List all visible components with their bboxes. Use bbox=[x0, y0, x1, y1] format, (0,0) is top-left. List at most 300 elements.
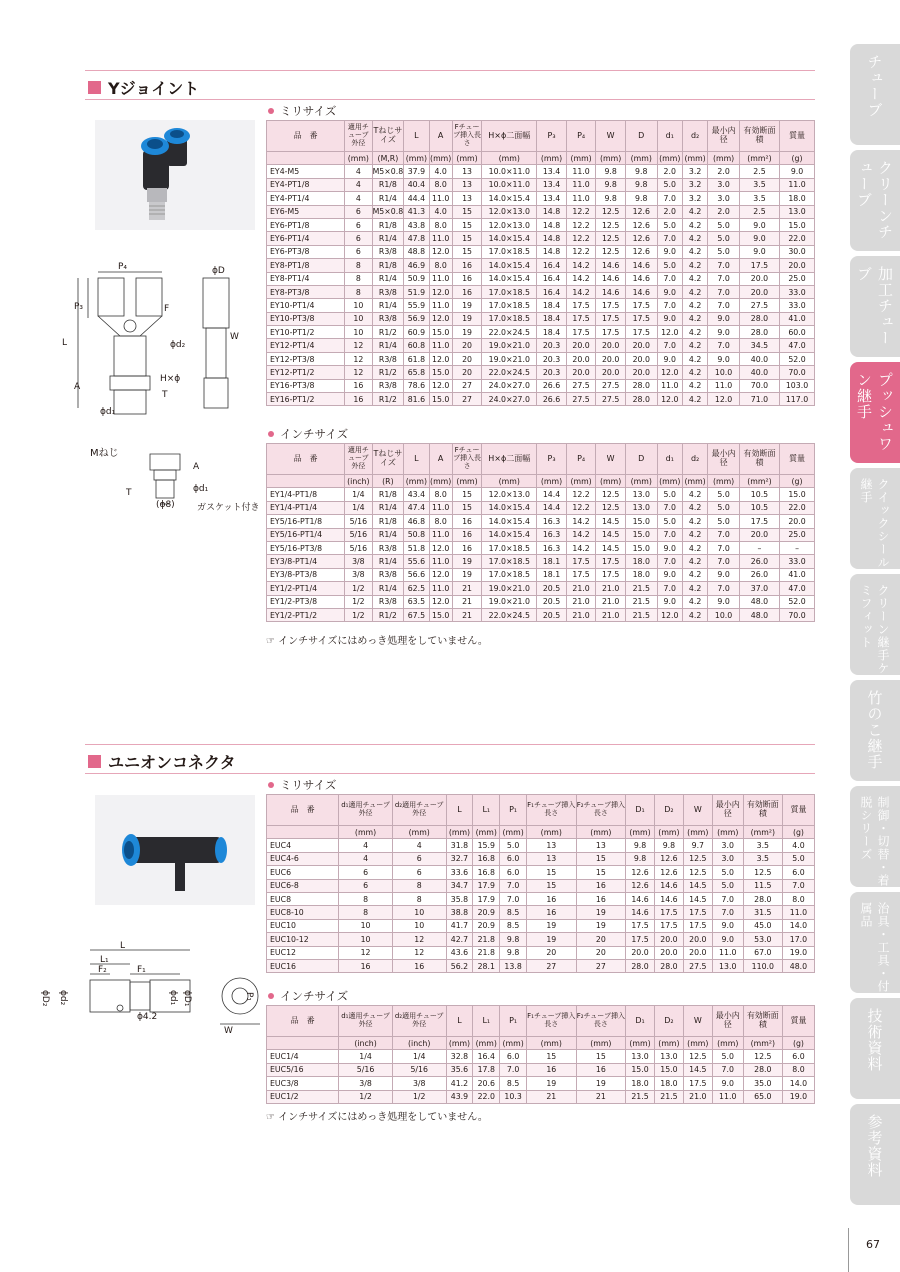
page-number: 67 bbox=[866, 1238, 880, 1251]
label-m-phi8: (ϕ8) bbox=[156, 500, 175, 510]
column-header: 最小内径 bbox=[712, 795, 743, 826]
tab-0[interactable] bbox=[850, 44, 900, 145]
table-cell: 12.0 bbox=[429, 568, 452, 581]
table-row bbox=[267, 608, 815, 621]
table-cell: 14.6 bbox=[626, 906, 655, 919]
table-cell: 14.5 bbox=[596, 515, 626, 528]
table-cell: 24.0×27.0 bbox=[482, 379, 537, 392]
table-cell: R1/4 bbox=[372, 528, 404, 541]
table-cell: 43.8 bbox=[404, 218, 429, 231]
table-cell: 8.5 bbox=[500, 906, 527, 919]
table-cell: 20.3 bbox=[537, 352, 567, 365]
tab-3[interactable] bbox=[850, 362, 900, 463]
table-cell: 14.0×15.4 bbox=[482, 501, 537, 514]
table-row bbox=[267, 501, 815, 514]
table-cell: 40.4 bbox=[404, 178, 429, 191]
column-header: 最小内径 bbox=[708, 444, 740, 475]
table-cell: 14.6 bbox=[654, 892, 683, 905]
table-cell: 19.0×21.0 bbox=[482, 352, 537, 365]
table-cell: 7.0 bbox=[708, 528, 740, 541]
table-cell: 5.0 bbox=[657, 218, 682, 231]
subhead-mm-y bbox=[268, 103, 336, 119]
table-cell: 15.0 bbox=[654, 1063, 683, 1076]
table-cell: 22.0×24.5 bbox=[482, 366, 537, 379]
table-cell: 10.5 bbox=[739, 488, 779, 501]
table-cell: 20.0 bbox=[739, 528, 779, 541]
part-number-cell: EY5/16-PT1/8 bbox=[267, 515, 345, 528]
column-header: Fチューブ挿入長さ bbox=[452, 444, 482, 475]
table-cell: 3.5 bbox=[743, 839, 782, 852]
table-cell: 48.0 bbox=[739, 608, 779, 621]
table-cell: 7.0 bbox=[657, 299, 682, 312]
table-cell: 13.0 bbox=[712, 959, 743, 972]
table-cell: 5.0 bbox=[712, 879, 743, 892]
table-row bbox=[267, 339, 815, 352]
table-cell: 16 bbox=[345, 393, 372, 406]
table-cell: 4.2 bbox=[682, 555, 707, 568]
table-cell: 6.0 bbox=[782, 866, 814, 879]
table-cell: 6 bbox=[345, 205, 372, 218]
tab-5[interactable] bbox=[850, 574, 900, 675]
table-cell: R3/8 bbox=[372, 541, 404, 554]
table-cell: 4.2 bbox=[682, 595, 707, 608]
tab-10[interactable] bbox=[850, 1104, 900, 1205]
table-cell: 14.6 bbox=[626, 892, 655, 905]
table-cell: 10 bbox=[345, 326, 372, 339]
table-cell: 7.0 bbox=[708, 285, 740, 298]
table-cell: 8 bbox=[339, 892, 393, 905]
label-hxphi: H×ϕ bbox=[160, 374, 181, 384]
unit-cell: (mm) bbox=[429, 152, 452, 165]
table-cell: 13.8 bbox=[500, 959, 527, 972]
table-cell: 20 bbox=[576, 946, 626, 959]
table-cell: R3/8 bbox=[372, 352, 404, 365]
part-number-cell: EY8-PT1/8 bbox=[267, 259, 345, 272]
union-inch-table bbox=[266, 1005, 815, 1104]
tab-label: チューブ bbox=[865, 54, 884, 118]
unit-cell: (mm) bbox=[392, 826, 446, 839]
column-header: d₁適用チューブ外径 bbox=[339, 1006, 393, 1037]
section-title-y-joint bbox=[88, 76, 199, 99]
table-cell: 28.0 bbox=[625, 393, 657, 406]
table-cell: 15.0 bbox=[429, 326, 452, 339]
table-cell: 4.2 bbox=[682, 245, 707, 258]
table-cell: 12.2 bbox=[566, 488, 596, 501]
table-cell: 20.0 bbox=[625, 352, 657, 365]
table-cell: 11.0 bbox=[429, 192, 452, 205]
table-row bbox=[267, 919, 815, 932]
label-u-phi-d2: ϕd₂ bbox=[58, 990, 68, 1006]
table-cell: 3.0 bbox=[712, 852, 743, 865]
table-cell: 20.0 bbox=[625, 366, 657, 379]
table-row bbox=[267, 515, 815, 528]
table-cell: 9.0 bbox=[708, 312, 740, 325]
label-m-a: A bbox=[193, 462, 200, 472]
table-cell: 28.0 bbox=[743, 1063, 782, 1076]
unit-cell bbox=[267, 826, 339, 839]
table-cell: 21 bbox=[527, 1090, 577, 1103]
section-title-union bbox=[88, 750, 236, 773]
table-cell: 28.0 bbox=[625, 379, 657, 392]
table-cell: 4.2 bbox=[682, 501, 707, 514]
table-cell: 10 bbox=[339, 919, 393, 932]
table-row bbox=[267, 946, 815, 959]
table-cell: 13 bbox=[527, 839, 577, 852]
table-cell: 20.0 bbox=[626, 946, 655, 959]
table-cell: 42.7 bbox=[446, 933, 473, 946]
label-m-phi-d1: ϕd₁ bbox=[193, 484, 209, 494]
table-cell: 15 bbox=[452, 488, 482, 501]
table-row bbox=[267, 595, 815, 608]
table-cell: 4.2 bbox=[682, 205, 707, 218]
table-cell: 33.0 bbox=[780, 555, 815, 568]
unit-cell: (mm) bbox=[576, 826, 626, 839]
unit-cell: (mm²) bbox=[743, 1037, 782, 1050]
table-cell: 9.0 bbox=[739, 218, 779, 231]
table-cell: 10.0 bbox=[708, 366, 740, 379]
table-cell: 4.2 bbox=[682, 568, 707, 581]
table-cell: 27.5 bbox=[683, 959, 712, 972]
table-cell: 12 bbox=[392, 933, 446, 946]
table-cell: 26.6 bbox=[537, 379, 567, 392]
tab-7[interactable] bbox=[850, 786, 900, 887]
table-cell: 12.2 bbox=[566, 245, 596, 258]
part-number-cell: EY16-PT3/8 bbox=[267, 379, 345, 392]
table-cell: 11.0 bbox=[566, 165, 596, 178]
table-cell: 3.0 bbox=[708, 192, 740, 205]
part-number-cell: EUC6 bbox=[267, 866, 339, 879]
table-cell: 4.2 bbox=[682, 326, 707, 339]
table-cell: 6 bbox=[345, 218, 372, 231]
column-header: 有効断面積 bbox=[743, 795, 782, 826]
table-cell: 22.0 bbox=[473, 1090, 500, 1103]
table-cell: R1/2 bbox=[372, 366, 404, 379]
part-number-cell: EY8-PT1/4 bbox=[267, 272, 345, 285]
table-cell: 5.0 bbox=[708, 232, 740, 245]
table-cell: 19 bbox=[452, 568, 482, 581]
table-cell: 12.0×13.0 bbox=[482, 488, 537, 501]
table-row bbox=[267, 165, 815, 178]
table-cell: 40.0 bbox=[739, 352, 779, 365]
table-cell: 9.0 bbox=[657, 312, 682, 325]
table-cell: 8 bbox=[339, 906, 393, 919]
table-cell: 4.2 bbox=[682, 366, 707, 379]
table-cell: 16 bbox=[339, 959, 393, 972]
table-cell: R1/4 bbox=[372, 555, 404, 568]
table-cell: 5.0 bbox=[657, 488, 682, 501]
table-cell: 19.0 bbox=[782, 1090, 814, 1103]
part-number-cell: EUC3/8 bbox=[267, 1077, 339, 1090]
table-cell: 7.0 bbox=[708, 555, 740, 568]
part-number-cell: EY5/16-PT1/4 bbox=[267, 528, 345, 541]
unit-cell bbox=[267, 1037, 339, 1050]
label-u-phi-d1: ϕd₁ bbox=[168, 990, 178, 1006]
table-cell: 19 bbox=[576, 919, 626, 932]
table-cell: 56.2 bbox=[446, 959, 473, 972]
table-cell: 9.0 bbox=[657, 352, 682, 365]
label-gasket: ガスケット付き bbox=[197, 503, 260, 513]
table-cell: 21.0 bbox=[596, 595, 626, 608]
table-cell: 1/4 bbox=[339, 1050, 393, 1063]
table-cell: 18.0 bbox=[780, 192, 815, 205]
table-cell: 19 bbox=[576, 906, 626, 919]
table-cell: 9.0 bbox=[708, 326, 740, 339]
unit-cell: (mm) bbox=[473, 1037, 500, 1050]
table-cell: 117.0 bbox=[780, 393, 815, 406]
table-cell: 20.0 bbox=[596, 339, 626, 352]
table-cell: 11.0 bbox=[429, 272, 452, 285]
unit-cell: (mm) bbox=[576, 1037, 626, 1050]
table-cell: 15.0 bbox=[780, 488, 815, 501]
unit-cell: (mm) bbox=[473, 826, 500, 839]
table-cell: 9.8 bbox=[626, 839, 655, 852]
table-cell: 33.0 bbox=[780, 299, 815, 312]
table-cell: 40.0 bbox=[739, 366, 779, 379]
table-cell: 60.9 bbox=[404, 326, 429, 339]
unit-cell: (g) bbox=[782, 826, 814, 839]
bullet-icon bbox=[268, 108, 274, 114]
table-cell: 20.3 bbox=[537, 366, 567, 379]
table-cell: 14.0 bbox=[782, 1077, 814, 1090]
column-header: D bbox=[625, 444, 657, 475]
table-cell: 21.0 bbox=[566, 582, 596, 595]
table-cell: 8 bbox=[345, 285, 372, 298]
table-cell: 50.8 bbox=[404, 528, 429, 541]
table-cell: 21.8 bbox=[473, 946, 500, 959]
column-header: d₁ bbox=[657, 121, 682, 152]
table-cell: 24.0×27.0 bbox=[482, 393, 537, 406]
table-cell: 12.5 bbox=[683, 852, 712, 865]
table-cell: R1/4 bbox=[372, 582, 404, 595]
tab-1[interactable] bbox=[850, 150, 900, 251]
table-cell: 10.0×11.0 bbox=[482, 165, 537, 178]
column-header: P₁ bbox=[500, 1006, 527, 1037]
table-cell: 4 bbox=[345, 192, 372, 205]
table-cell: 65.8 bbox=[404, 366, 429, 379]
unit-cell: (g) bbox=[780, 475, 815, 488]
table-cell: 12.6 bbox=[625, 205, 657, 218]
table-cell: 12.0×13.0 bbox=[482, 218, 537, 231]
tab-9[interactable] bbox=[850, 998, 900, 1099]
column-header: 品 番 bbox=[267, 1006, 339, 1037]
table-row bbox=[267, 959, 815, 972]
table-cell: 11.0 bbox=[566, 178, 596, 191]
table-cell: 37.9 bbox=[404, 165, 429, 178]
unit-cell: (mm) bbox=[596, 152, 626, 165]
column-header: W bbox=[683, 795, 712, 826]
table-row bbox=[267, 541, 815, 554]
unit-cell: (mm) bbox=[500, 826, 527, 839]
label-u-f2: F₂ bbox=[98, 965, 107, 975]
table-cell: 17.5 bbox=[626, 933, 655, 946]
table-cell: 35.8 bbox=[446, 892, 473, 905]
table-cell: 7.0 bbox=[708, 541, 740, 554]
table-row bbox=[267, 1063, 815, 1076]
table-cell: 20 bbox=[576, 933, 626, 946]
table-cell: 11.0 bbox=[429, 339, 452, 352]
table-cell: 9.7 bbox=[683, 839, 712, 852]
unit-cell: (mm) bbox=[345, 152, 372, 165]
table-cell: 11.0 bbox=[429, 232, 452, 245]
table-cell: 70.0 bbox=[739, 379, 779, 392]
table-cell: 3.5 bbox=[739, 178, 779, 191]
table-cell: 70.0 bbox=[780, 366, 815, 379]
table-cell: 13 bbox=[452, 165, 482, 178]
table-cell: 20.0 bbox=[625, 339, 657, 352]
part-number-cell: EUC1/4 bbox=[267, 1050, 339, 1063]
part-number-cell: EY4-PT1/8 bbox=[267, 178, 345, 191]
table-cell: 27.5 bbox=[739, 299, 779, 312]
table-cell: 20.0 bbox=[566, 339, 596, 352]
table-cell: 35.6 bbox=[446, 1063, 473, 1076]
unit-cell: (mm²) bbox=[743, 826, 782, 839]
table-cell: 53.0 bbox=[743, 933, 782, 946]
table-cell: 3.5 bbox=[743, 852, 782, 865]
table-cell: 15 bbox=[527, 1050, 577, 1063]
table-cell: 12.0 bbox=[429, 245, 452, 258]
label-u-p1: P₁ bbox=[244, 992, 254, 1002]
table-row bbox=[267, 218, 815, 231]
table-cell: 16.8 bbox=[473, 866, 500, 879]
table-cell: 21 bbox=[452, 608, 482, 621]
table-cell: 3.5 bbox=[739, 192, 779, 205]
page-number-rule bbox=[848, 1228, 849, 1272]
subhead-inch-y bbox=[268, 426, 348, 442]
table-cell: R3/8 bbox=[372, 379, 404, 392]
part-number-cell: EY6-PT1/8 bbox=[267, 218, 345, 231]
tab-label: 竹のこ継手 bbox=[865, 690, 884, 770]
table-cell: 47.8 bbox=[404, 232, 429, 245]
table-cell: 7.0 bbox=[657, 501, 682, 514]
table-cell: 8.0 bbox=[429, 218, 452, 231]
table-cell: 20 bbox=[452, 366, 482, 379]
table-cell: 17.5 bbox=[596, 312, 626, 325]
table-row bbox=[267, 582, 815, 595]
table-cell: 70.0 bbox=[780, 608, 815, 621]
table-cell: 15.0 bbox=[625, 541, 657, 554]
table-cell: 9.8 bbox=[625, 178, 657, 191]
table-cell: 9.8 bbox=[596, 165, 626, 178]
table-cell: 25.0 bbox=[780, 528, 815, 541]
column-header: A bbox=[429, 121, 452, 152]
table-cell: 2.0 bbox=[657, 205, 682, 218]
table-cell: 3.0 bbox=[712, 839, 743, 852]
table-cell: 21.0 bbox=[683, 1090, 712, 1103]
table-cell: 12.6 bbox=[626, 879, 655, 892]
table-cell: R1/4 bbox=[372, 501, 404, 514]
table-row bbox=[267, 245, 815, 258]
subhead-text: ミリサイズ bbox=[280, 104, 337, 118]
table-cell: 8 bbox=[345, 259, 372, 272]
unit-cell: (mm) bbox=[446, 1037, 473, 1050]
unit-cell: (mm) bbox=[625, 475, 657, 488]
unit-cell: (mm) bbox=[683, 826, 712, 839]
table-cell: 4.2 bbox=[682, 379, 707, 392]
column-header: P₃ bbox=[537, 444, 567, 475]
table-cell: 9.0 bbox=[708, 595, 740, 608]
table-cell: 52.0 bbox=[780, 595, 815, 608]
table-cell: 48.0 bbox=[739, 595, 779, 608]
table-cell: 20.9 bbox=[473, 919, 500, 932]
tab-2[interactable] bbox=[850, 256, 900, 357]
column-header: P₃ bbox=[537, 121, 567, 152]
label-t: T bbox=[162, 390, 168, 400]
table-cell: 7.0 bbox=[708, 272, 740, 285]
table-cell: 12 bbox=[345, 352, 372, 365]
table-cell: 9.0 bbox=[657, 541, 682, 554]
table-cell: 27 bbox=[452, 379, 482, 392]
tab-8[interactable] bbox=[850, 892, 900, 993]
table-cell: 8.0 bbox=[429, 259, 452, 272]
table-cell: 10.3 bbox=[500, 1090, 527, 1103]
table-cell: 17.0×18.5 bbox=[482, 299, 537, 312]
table-cell: 14.5 bbox=[596, 541, 626, 554]
tab-4[interactable] bbox=[850, 468, 900, 569]
table-row bbox=[267, 299, 815, 312]
table-cell: 50.9 bbox=[404, 272, 429, 285]
part-number-cell: EUC1/2 bbox=[267, 1090, 339, 1103]
table-cell: M5×0.8 bbox=[372, 205, 404, 218]
table-cell: 8 bbox=[392, 879, 446, 892]
table-cell: 12.6 bbox=[625, 232, 657, 245]
tab-6[interactable] bbox=[850, 680, 900, 781]
table-cell: 4.2 bbox=[682, 285, 707, 298]
table-cell: 9.0 bbox=[712, 933, 743, 946]
table-row bbox=[267, 312, 815, 325]
table-cell: 2.5 bbox=[739, 205, 779, 218]
table-cell: 16 bbox=[392, 959, 446, 972]
table-cell: 20.3 bbox=[537, 339, 567, 352]
table-cell: 6.0 bbox=[500, 1050, 527, 1063]
table-cell: 4.2 bbox=[682, 488, 707, 501]
table-cell: 9.0 bbox=[657, 285, 682, 298]
table-cell: 6 bbox=[392, 852, 446, 865]
table-cell: 12.0 bbox=[657, 608, 682, 621]
table-cell: 20.0 bbox=[596, 352, 626, 365]
table-cell: 12.2 bbox=[566, 501, 596, 514]
part-number-cell: EY1/2-PT1/2 bbox=[267, 608, 345, 621]
column-header: D₂ bbox=[654, 1006, 683, 1037]
bullet-icon bbox=[268, 993, 274, 999]
table-cell: 60.8 bbox=[404, 339, 429, 352]
column-header: L₁ bbox=[473, 795, 500, 826]
table-cell: 17.5 bbox=[596, 555, 626, 568]
table-cell: 17.0×18.5 bbox=[482, 312, 537, 325]
table-cell: 2.5 bbox=[739, 165, 779, 178]
table-cell: 11.0 bbox=[657, 379, 682, 392]
table-cell: 15 bbox=[527, 879, 577, 892]
table-cell: 21.5 bbox=[625, 595, 657, 608]
table-cell: 28.0 bbox=[739, 326, 779, 339]
column-header: D₁ bbox=[626, 795, 655, 826]
table-cell: 14.2 bbox=[566, 259, 596, 272]
table-cell: 17.5 bbox=[596, 568, 626, 581]
table-cell: 4 bbox=[339, 852, 393, 865]
table-cell: 5/16 bbox=[345, 528, 372, 541]
table-cell: 16 bbox=[527, 892, 577, 905]
tab-label: 制御・切替・着脱シリーズ bbox=[859, 796, 890, 887]
table-cell: 4.2 bbox=[682, 528, 707, 541]
table-cell: 3/8 bbox=[345, 555, 372, 568]
section-square-icon bbox=[88, 755, 101, 768]
table-cell: 47.4 bbox=[404, 501, 429, 514]
unit-cell: (mm) bbox=[527, 826, 577, 839]
table-cell: 7.0 bbox=[657, 528, 682, 541]
table-cell: 5.0 bbox=[708, 501, 740, 514]
table-cell: 11.0 bbox=[429, 582, 452, 595]
unit-cell: (mm) bbox=[404, 475, 429, 488]
part-number-cell: EY1/4-PT1/8 bbox=[267, 488, 345, 501]
